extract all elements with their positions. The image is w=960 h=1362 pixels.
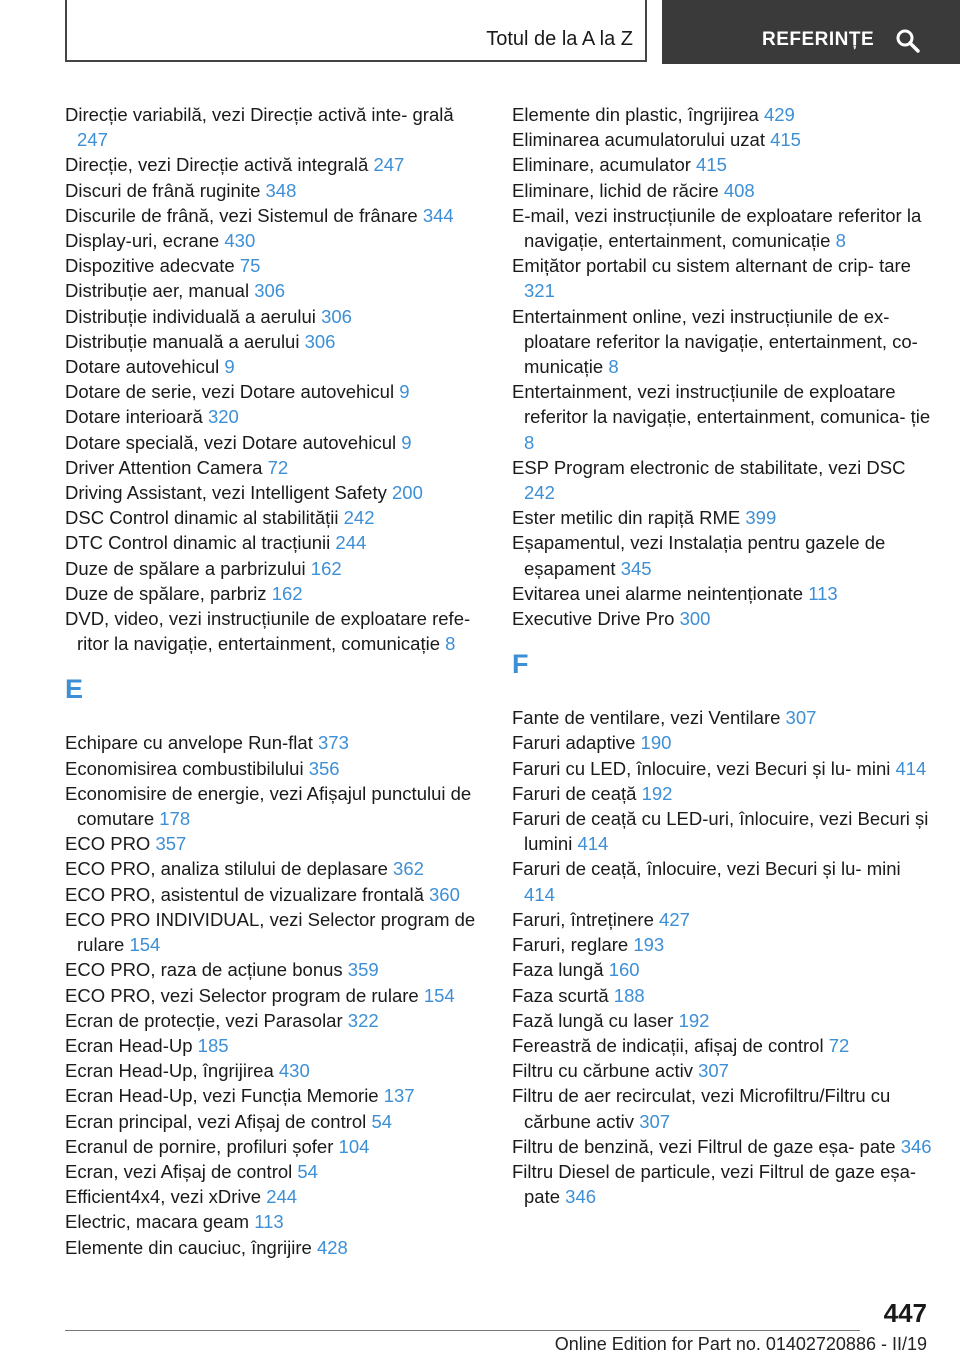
index-letter-heading: F xyxy=(512,649,529,680)
index-page-link[interactable]: 9 xyxy=(401,431,412,453)
index-entry xyxy=(65,329,485,354)
index-page-link[interactable]: 348 xyxy=(265,179,297,201)
index-page-link[interactable]: 306 xyxy=(304,330,336,352)
index-entry-text: Ecran Head-Up xyxy=(65,1034,193,1056)
index-entry xyxy=(512,957,932,982)
index-page-link[interactable]: 345 xyxy=(620,557,652,579)
index-page-link[interactable]: 54 xyxy=(297,1160,318,1182)
index-entry-text: ECO PRO, vezi Selector program de rulare xyxy=(65,984,419,1006)
index-entry xyxy=(512,806,932,856)
index-page-link[interactable]: 104 xyxy=(338,1135,370,1157)
index-page-link[interactable]: 188 xyxy=(613,984,645,1006)
index-entry-text: Faruri de ceață cu LED-uri, înlocuire, vezi Becuri și lumini xyxy=(512,808,929,855)
index-entry-text: Eșapamentul, vezi Instalația pentru gazele de eșapament xyxy=(512,532,886,579)
index-entry xyxy=(512,152,932,177)
index-entry-text: Dispozitive adecvate xyxy=(65,255,235,277)
index-page-link[interactable]: 360 xyxy=(429,883,460,905)
index-entry xyxy=(512,379,932,455)
index-entry xyxy=(65,581,485,606)
index-page-link[interactable]: 346 xyxy=(565,1186,597,1208)
index-entry-text: ESP Program electronic de stabilitate, vezi DSC xyxy=(512,456,906,478)
index-entry xyxy=(512,730,932,755)
index-page-link[interactable]: 113 xyxy=(254,1211,284,1233)
index-entry-text: ECO PRO INDIVIDUAL, vezi Selector program de rulare xyxy=(65,908,476,956)
index-entry-text: Economisirea combustibilului xyxy=(65,757,304,779)
index-page-link[interactable]: 359 xyxy=(347,959,379,981)
index-entry xyxy=(65,556,485,581)
index-entry-text: Filtru cu cărbune activ xyxy=(512,1060,693,1082)
index-entry xyxy=(512,581,932,606)
index-entry xyxy=(65,304,485,329)
index-page-link[interactable]: 242 xyxy=(343,507,375,529)
index-entry xyxy=(512,1083,932,1133)
index-entry xyxy=(65,455,485,480)
index-entry xyxy=(65,781,485,831)
index-entry xyxy=(512,1159,932,1209)
index-page-link[interactable]: 357 xyxy=(155,833,187,855)
index-entry xyxy=(65,278,485,303)
index-page-link[interactable]: 414 xyxy=(577,833,609,855)
index-page-link[interactable]: 414 xyxy=(524,883,555,905)
index-page-link[interactable]: 306 xyxy=(321,305,352,327)
index-entry xyxy=(65,1159,485,1184)
index-entry xyxy=(65,1033,485,1058)
index-page-link[interactable]: 154 xyxy=(423,984,455,1006)
index-entry-text: Evitarea unei alarme neintenționate xyxy=(512,582,804,604)
index-entry-text: Display-uri, ecrane xyxy=(65,230,220,252)
index-entry-text: Faza scurtă xyxy=(512,984,609,1006)
index-entry xyxy=(65,379,485,404)
index-entry xyxy=(512,102,932,127)
index-entry-text: Ecranul de pornire, profiluri șofer xyxy=(65,1135,334,1157)
index-entry-text: Ecran de protecție, vezi Parasolar xyxy=(65,1009,343,1031)
index-page-link[interactable]: 321 xyxy=(524,280,555,302)
index-page-link[interactable]: 414 xyxy=(895,757,927,779)
index-page-link[interactable]: 356 xyxy=(308,757,340,779)
section-title: Totul de la A la Z xyxy=(486,28,633,50)
index-page-link[interactable]: 137 xyxy=(383,1085,415,1107)
index-entry xyxy=(512,455,932,505)
index-entry-text: Eliminarea acumulatorului uzat xyxy=(512,129,765,151)
index-entry xyxy=(65,1083,485,1108)
index-entry-text: Eliminare, acumulator xyxy=(512,154,691,176)
index-page-link[interactable]: 192 xyxy=(678,1009,710,1031)
index-entry-text: E-mail, vezi instrucțiunile de exploatare referitor la navigație, entertainment, comunicație xyxy=(512,204,922,252)
index-entry xyxy=(512,505,932,530)
index-page-link[interactable]: 300 xyxy=(679,608,711,630)
index-page-link[interactable]: 72 xyxy=(267,456,289,478)
index-entry xyxy=(512,1134,932,1159)
index-page-link[interactable]: 307 xyxy=(639,1110,671,1132)
index-page-link[interactable]: 9 xyxy=(399,381,410,403)
index-page-link[interactable]: 154 xyxy=(129,934,161,956)
index-entry xyxy=(65,856,485,881)
index-entry xyxy=(65,1209,485,1234)
index-entry-text: Ecran Head-Up, vezi Funcția Memorie xyxy=(65,1085,379,1107)
index-entry xyxy=(512,203,932,253)
index-page-link[interactable]: 306 xyxy=(254,280,286,302)
index-page-link[interactable]: 160 xyxy=(608,959,640,981)
index-entry xyxy=(65,152,485,177)
index-page-link[interactable]: 185 xyxy=(197,1034,229,1056)
index-page-link[interactable]: 322 xyxy=(347,1009,379,1031)
search-icon[interactable] xyxy=(895,28,921,54)
index-entry-text: Dotare specială, vezi Dotare autovehicul xyxy=(65,431,397,453)
references-tab-label: REFERINȚE xyxy=(762,29,875,50)
index-page-link[interactable]: 408 xyxy=(723,179,755,201)
index-entry xyxy=(65,1134,485,1159)
index-entry-text: Fază lungă cu laser xyxy=(512,1009,674,1031)
index-entry-text: Ecran principal, vezi Afișaj de control xyxy=(65,1110,367,1132)
index-entry xyxy=(512,253,932,303)
index-entry xyxy=(65,606,485,656)
index-entry-text: ECO PRO, asistentul de vizualizare frontală xyxy=(65,883,424,905)
index-page-link[interactable]: 247 xyxy=(77,129,108,151)
index-page-link[interactable]: 193 xyxy=(633,934,665,956)
index-entry-text: Entertainment, vezi instrucțiunile de exploatare referitor la navigație, entertainment, comunica‐ ție xyxy=(512,381,931,428)
index-entry-text: Filtru Diesel de particule, vezi Filtrul de gaze eșa‐ pate xyxy=(512,1160,917,1208)
index-entry-text: Faruri adaptive xyxy=(512,732,636,754)
index-entry-text: Efficient4x4, vezi xDrive xyxy=(65,1186,262,1208)
index-entry xyxy=(512,1033,932,1058)
index-entry xyxy=(65,228,485,253)
index-entry xyxy=(65,1058,485,1083)
index-entry xyxy=(512,983,932,1008)
index-entry-text: Electric, macara geam xyxy=(65,1211,250,1233)
page-header xyxy=(65,0,960,64)
index-entry-text: Dotare autovehicul xyxy=(65,356,220,378)
index-page-link[interactable]: 75 xyxy=(239,255,261,277)
index-entry xyxy=(65,480,485,505)
index-column-right xyxy=(512,102,932,1209)
index-entry xyxy=(65,882,485,907)
index-entry-text: Ester metilic din rapiță RME xyxy=(512,507,741,529)
index-entry-text: Faruri cu LED, înlocuire, vezi Becuri și lu‐ mini xyxy=(512,757,891,779)
index-column-left xyxy=(65,102,485,1260)
index-entry-text: ECO PRO, analiza stilului de deplasare xyxy=(65,858,388,880)
index-entry xyxy=(512,606,932,631)
index-entry xyxy=(65,831,485,856)
index-entry-text: Driving Assistant, vezi Intelligent Safety xyxy=(65,482,387,504)
index-entry xyxy=(65,530,485,555)
index-page-link[interactable]: 415 xyxy=(696,154,727,176)
index-entry xyxy=(512,856,932,906)
index-entry-text: Faruri, întreținere xyxy=(512,908,654,930)
index-entry-text: Emițător portabil cu sistem alternant de crip‐ tare xyxy=(512,255,911,277)
index-page-link[interactable]: 72 xyxy=(828,1034,850,1056)
index-entry-text: Duze de spălare, parbriz xyxy=(65,582,267,604)
index-entry xyxy=(512,781,932,806)
index-page-link[interactable]: 362 xyxy=(393,858,424,880)
index-entry-text: Distribuție manuală a aerului xyxy=(65,330,300,352)
index-entry-text: Driver Attention Camera xyxy=(65,456,263,478)
index-page-link[interactable]: 8 xyxy=(608,356,619,378)
index-entry xyxy=(65,983,485,1008)
index-entry-text: DSC Control dinamic al stabilității xyxy=(65,507,339,529)
index-page-link[interactable]: 307 xyxy=(698,1060,729,1082)
index-entry-text: Direcție, vezi Direcție activă integrală xyxy=(65,154,369,176)
index-entry-text: Economisire de energie, vezi Afișajul punctului de comutare xyxy=(65,782,472,830)
index-page-link[interactable]: 192 xyxy=(641,782,673,804)
index-entry-text: Distribuție aer, manual xyxy=(65,280,250,302)
index-entry-text: Ecran Head-Up, îngrijirea xyxy=(65,1060,274,1082)
index-entry xyxy=(512,1058,932,1083)
index-entry-text: Discuri de frână ruginite xyxy=(65,179,261,201)
index-entry xyxy=(512,1008,932,1033)
index-entry xyxy=(65,178,485,203)
index-page-link[interactable]: 244 xyxy=(335,532,367,554)
index-entry xyxy=(65,756,485,781)
index-entry-text: Fereastră de indicații, afișaj de control xyxy=(512,1034,824,1056)
index-page-link[interactable]: 54 xyxy=(371,1110,393,1132)
index-entry-text: Discurile de frână, vezi Sistemul de frânare xyxy=(65,204,418,226)
index-entry xyxy=(512,304,932,380)
index-entry xyxy=(512,932,932,957)
index-entry xyxy=(65,730,485,755)
index-entry-text: Eliminare, lichid de răcire xyxy=(512,179,719,201)
index-page-link[interactable]: 346 xyxy=(900,1135,932,1157)
index-page-link[interactable]: 430 xyxy=(224,230,256,252)
footer-edition: Online Edition for Part no. 01402720886 - II/19 xyxy=(554,1334,927,1354)
index-letter-heading: E xyxy=(65,674,84,705)
index-page-link[interactable]: 399 xyxy=(745,507,777,529)
index-entry xyxy=(512,530,932,580)
index-entry-text: Faza lungă xyxy=(512,959,604,981)
index-entry-text: Entertainment online, vezi instrucțiunile de ex‐ ploatare referitor la navigație, entertainment, co‐ municație xyxy=(512,305,918,378)
index-page-link[interactable]: 373 xyxy=(318,732,349,754)
footer-divider xyxy=(65,1330,860,1331)
index-entry-text: DTC Control dinamic al tracțiunii xyxy=(65,532,331,554)
index-page-link[interactable]: 8 xyxy=(524,431,535,453)
index-entry-text: Faruri de ceață xyxy=(512,782,637,804)
index-entry-text: Executive Drive Pro xyxy=(512,608,675,630)
index-entry-text: Filtru de benzină, vezi Filtrul de gaze eșa‐ pate xyxy=(512,1135,896,1157)
index-entry-text: Faruri de ceață, înlocuire, vezi Becuri și lu‐ mini xyxy=(512,858,901,880)
index-entry-text: Dotare interioară xyxy=(65,406,203,428)
index-entry-text: Echipare cu anvelope Run-flat xyxy=(65,732,313,754)
index-entry-text: Elemente din plastic, îngrijirea xyxy=(512,104,759,125)
references-tab[interactable] xyxy=(662,0,960,64)
index-page-link[interactable]: 344 xyxy=(422,204,454,226)
index-page-link[interactable]: 415 xyxy=(770,129,801,151)
index-entry-text: Duze de spălare a parbrizului xyxy=(65,557,306,579)
index-page-link[interactable]: 8 xyxy=(445,633,456,655)
index-page-link[interactable]: 307 xyxy=(785,707,817,729)
index-entry xyxy=(65,430,485,455)
index-entry xyxy=(65,354,485,379)
index-page-link[interactable]: 430 xyxy=(278,1060,310,1082)
index-entry xyxy=(65,957,485,982)
index-entry xyxy=(65,253,485,278)
index-page-link[interactable]: 9 xyxy=(224,356,235,378)
index-entry-text: Ecran, vezi Afișaj de control xyxy=(65,1160,293,1182)
index-entry xyxy=(65,907,485,957)
index-entry-text: Direcție variabilă, vezi Direcție activă inte‐ grală xyxy=(65,104,454,125)
index-entry xyxy=(65,1184,485,1209)
index-entry xyxy=(512,756,932,781)
index-page-link[interactable]: 429 xyxy=(763,104,795,125)
index-entry xyxy=(65,1008,485,1033)
index-entry-text: Elemente din cauciuc, îngrijire xyxy=(65,1236,312,1258)
index-entry xyxy=(65,1235,485,1260)
index-entry-text: ECO PRO xyxy=(65,833,151,855)
index-page-link[interactable]: 320 xyxy=(207,406,239,428)
index-page-link[interactable]: 242 xyxy=(524,482,555,504)
index-entry xyxy=(65,505,485,530)
index-entry xyxy=(512,907,932,932)
index-page-link[interactable]: 200 xyxy=(392,482,423,504)
index-entry-text: Filtru de aer recirculat, vezi Microfiltru/Filtru cu cărbune activ xyxy=(512,1085,891,1132)
index-entry xyxy=(512,705,932,730)
index-page-link[interactable]: 427 xyxy=(659,908,690,930)
index-page-link[interactable]: 428 xyxy=(316,1236,348,1258)
index-entry xyxy=(512,178,932,203)
index-entry xyxy=(65,404,485,429)
index-entry-text: ECO PRO, raza de acțiune bonus xyxy=(65,959,343,981)
index-entry-text: Fante de ventilare, vezi Ventilare xyxy=(512,707,781,729)
index-page-link[interactable]: 162 xyxy=(271,582,303,604)
index-page-link[interactable]: 244 xyxy=(266,1186,298,1208)
index-page-link[interactable]: 178 xyxy=(159,808,191,830)
index-entry xyxy=(65,102,485,152)
index-entry xyxy=(512,127,932,152)
index-entry-text: Dotare de serie, vezi Dotare autovehicul xyxy=(65,381,395,403)
index-page-link[interactable]: 162 xyxy=(310,557,342,579)
index-page-link[interactable]: 8 xyxy=(835,230,846,252)
index-entry xyxy=(65,203,485,228)
index-page-link[interactable]: 113 xyxy=(808,582,838,604)
index-entry xyxy=(65,1109,485,1134)
index-entry-text: Faruri, reglare xyxy=(512,934,629,956)
page-number: 447 xyxy=(883,1298,927,1328)
index-entry-text: DVD, video, vezi instrucțiunile de exploatare refe‐ ritor la navigație, entertainment, comunicație xyxy=(65,608,471,655)
section-title-box xyxy=(65,0,647,62)
index-entry-text: Distribuție individuală a aerului xyxy=(65,305,316,327)
index-page-link[interactable]: 247 xyxy=(373,154,405,176)
index-page-link[interactable]: 190 xyxy=(640,732,672,754)
